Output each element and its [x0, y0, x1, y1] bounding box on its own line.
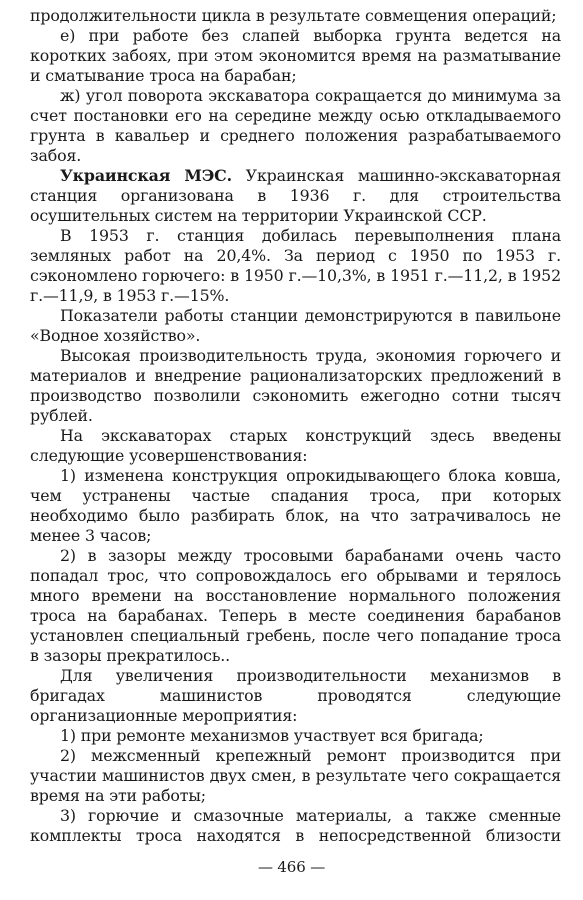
paragraph-improvement-2: 2) в зазоры между тросовыми барабанами очень часто попадал трос, что сопровождалось его обрывами и терялось много времени на восстановление нормального положения троса на барабанах. Теперь в месте соединения барабанов установлен специальный гребень, после чего попадание троса в зазоры прекратилось.. [30, 546, 561, 665]
paragraph-pavilion: Показатели работы станции демонстрируются в павильоне «Водное хозяйство». [30, 306, 561, 345]
paragraph-improvements-intro: На экскаваторах старых конструкций здесь введены следующие усовершенствования: [30, 426, 561, 465]
paragraph-improvement-1: 1) изменена конструкция опрокидывающего блока ковша, чем устранены частые спадания троса, при которых необходимо было разбирать блок, на что затрачивалось не менее 3 часов; [30, 466, 561, 545]
paragraph-ukrainian-mes: Украинская МЭС. Украинская машинно-экскаваторная станция организована в 1936 г. для строительства осушительных систем на территории Украинской ССР. [30, 166, 562, 225]
paragraph-productivity: Высокая производительность труда, экономия горючего и материалов и внедрение рационализаторских предложений в производство позволили сэкономить ежегодно сотни тысяч рублей. [30, 346, 561, 425]
paragraph-measure-3: 3) горючие и смазочные материалы, а также сменные комплекты троса находятся в непосредственной близости [30, 806, 561, 845]
paragraph-measure-1: 1) при ремонте механизмов участвует вся бригада; [60, 726, 484, 745]
paragraph-item-e: е) при работе без слапей выборка грунта ведется на коротких забоях, при этом экономится время на разматывание и сматывание троса на барабан; [30, 26, 561, 85]
paragraph-item-zh: ж) угол поворота экскаватора сокращается до минимума за счет постановки его на середине между осью откладываемого грунта в кавальер и среднего положения разрабатываемого забоя. [30, 86, 561, 165]
paragraph-measure-2: 2) межсменный крепежный ремонт производится при участии машинистов двух смен, в результате чего сокращается время на эти работы; [30, 746, 561, 805]
paragraph-measures-intro: Для увеличения производительности механизмов в бригадах машинистов проводятся следующие организационные мероприятия: [30, 666, 561, 725]
section-lead-heading: Украинская МЭС. [60, 166, 232, 185]
paragraph-continuation: продолжительности цикла в результате совмещения операций; [30, 6, 557, 25]
page-number: — 466 — [257, 858, 326, 876]
paragraph-results-1953: В 1953 г. станция добилась перевыполнения плана земляных работ на 20,4%. За период с 1950 по 1953 г. сэкономлено горючего: в 1950 г.—10,3%, в 1951 г.—11,2, в 1952 г.—11,9, в 1953 г.—15%. [30, 226, 561, 305]
